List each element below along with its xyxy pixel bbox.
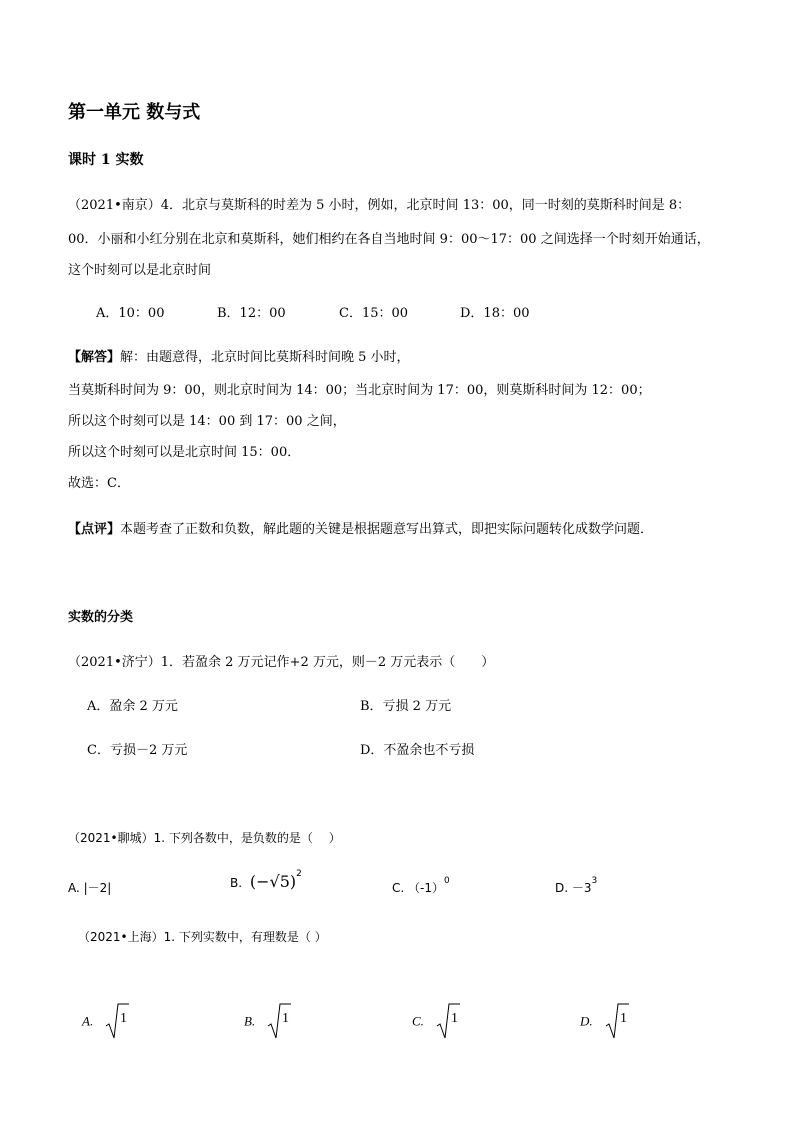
q3-option-c-expression: （-1） <box>408 881 444 895</box>
q1-option-b: B．12：00 <box>217 306 286 321</box>
q3-option-d-exponent: 3 <box>591 876 598 886</box>
unit-title: 第一单元 数与式 <box>68 102 201 123</box>
q4-option-d <box>580 1000 629 1044</box>
q4-option-a-label: A. <box>82 1013 94 1029</box>
sqrt-symbol <box>267 1000 291 1044</box>
q2-option-a: A．盈余 2 万元 <box>87 699 178 714</box>
sqrt-symbol <box>605 1000 629 1044</box>
q4-option-c-label: C. <box>412 1013 424 1029</box>
q1-answer-line-4: 所以这个时刻可以是北京时间 15：00． <box>68 445 301 460</box>
radicand: 1 <box>120 1011 128 1026</box>
q1-option-d: D．18：00 <box>460 306 530 321</box>
q1-answer-line-1 <box>68 346 410 365</box>
q4-stem: （2021•上海）1. 下列实数中，有理数是（ ） <box>78 930 327 944</box>
q1-option-c: C．15：00 <box>339 306 409 321</box>
q3-option-b-label: B. <box>230 876 243 890</box>
q1-answer-line-3: 所以这个时刻可以是 14：00 到 17：00 之间， <box>68 414 346 429</box>
answer-text: 解：由题意得，北京时间比莫斯科时间晚 5 小时， <box>120 350 410 365</box>
q3-option-c-label: C. <box>392 881 405 895</box>
comment-text: 本题考查了正数和负数，解此题的关键是根据题意写出算式，即把实际问题转化成数学问题． <box>120 522 654 537</box>
q4-option-b-label: B. <box>244 1013 256 1029</box>
q3-option-b <box>230 869 302 891</box>
section-title: 实数的分类 <box>68 610 134 625</box>
q1-stem-line-1: （2021•南京）4．北京与莫斯科的时差为 5 小时，例如，北京时间 13：00，同一时刻的莫斯科时间是 8： <box>68 198 691 213</box>
q2-option-c: C．亏损－2 万元 <box>87 743 188 758</box>
q3-stem: （2021•聊城）1. 下列各数中，是负数的是（ ） <box>68 831 341 845</box>
q1-stem-line-2: 00．小丽和小红分别在北京和莫斯科，她们相约在各自当地时间 9：00～17：00 之间选择一个时刻开始通话， <box>68 232 710 247</box>
q2-stem: （2021•济宁）1．若盈余 2 万元记作+2 万元，则－2 万元表示（ ） <box>68 655 495 670</box>
q3-option-d-expression: －3 <box>571 881 592 895</box>
q1-answer-line-2: 当莫斯科时间为 9：00，则北京时间为 14：00；当北京时间为 17：00，则莫斯科时间为 12：00； <box>68 383 651 398</box>
q3-option-d <box>555 876 598 896</box>
radicand: 1 <box>619 1011 627 1026</box>
q3-option-b-exponent: 2 <box>296 869 302 879</box>
q3-option-c <box>392 876 450 896</box>
radicand: 1 <box>451 1011 459 1026</box>
q4-option-b <box>244 1000 291 1044</box>
q1-answer-line-5: 故选：C． <box>68 476 130 491</box>
q1-option-a: A．10：00 <box>96 306 165 321</box>
q3-option-a: A. |－2| <box>68 881 112 895</box>
q4-option-a <box>82 1000 129 1044</box>
sqrt-symbol <box>436 1000 460 1044</box>
q3-option-c-exponent: 0 <box>444 876 450 886</box>
q3-option-b-expression: (−√5) <box>249 872 297 891</box>
q1-comment <box>68 518 653 537</box>
q2-option-b: B．亏损 2 万元 <box>360 699 452 714</box>
sqrt-symbol <box>105 1000 129 1044</box>
lesson-title: 课时 1 实数 <box>68 152 144 168</box>
q2-option-d: D．不盈余也不亏损 <box>360 743 475 758</box>
q1-stem-line-3: 这个时刻可以是北京时间 <box>68 263 212 278</box>
radicand: 1 <box>282 1011 290 1026</box>
q4-option-d-label: D. <box>580 1013 593 1029</box>
comment-tag: 【点评】 <box>68 522 121 537</box>
q4-option-c <box>412 1000 460 1044</box>
q3-option-d-label: D. <box>555 881 569 895</box>
answer-tag: 【解答】 <box>68 350 121 365</box>
